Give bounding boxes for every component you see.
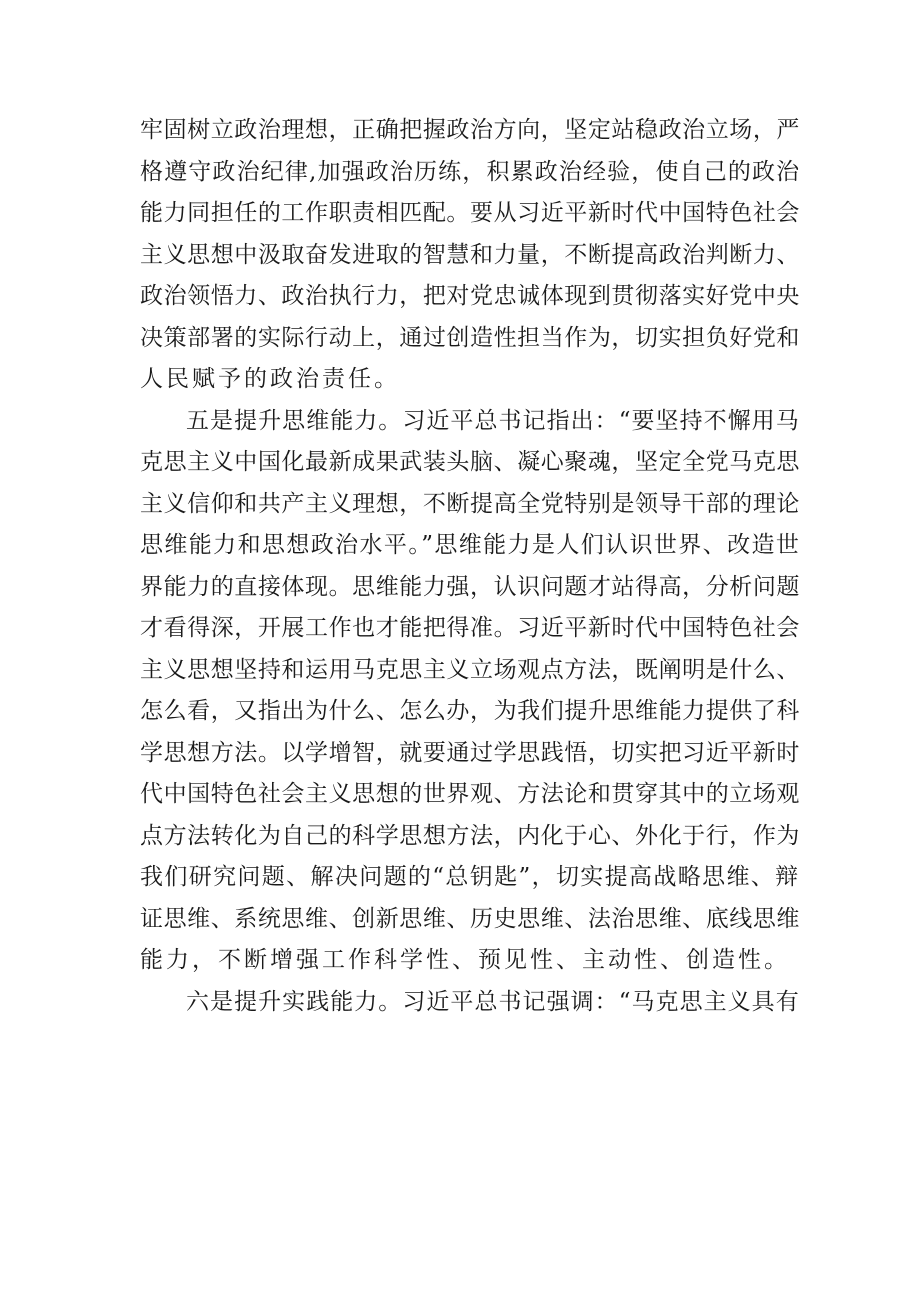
- text-line: 人民赋予的政治责任。: [140, 366, 400, 392]
- text-line: 牢固树立政治理想，正确把握政治方向，坚定站稳政治立场，严: [140, 117, 800, 143]
- text-line: 代中国特色社会主义思想的世界观、方法论和贯穿其中的立场观: [140, 781, 800, 807]
- paragraph-six: [140, 982, 800, 1024]
- text-line: 决策部署的实际行动上，通过创造性担当作为，切实担负好党和: [140, 324, 800, 351]
- text-line: 克思主义中国化最新成果武装头脑、凝心聚魂，坚定全党马克思: [140, 449, 800, 475]
- text-line: 学思想方法。以学增智，就要通过学思践悟，切实把习近平新时: [140, 739, 800, 766]
- text-line: 我们研究问题、解决问题的“总钥匙”，切实提高战略思维、辩: [140, 864, 800, 890]
- text-line: 主义思想坚持和运用马克思主义立场观点方法，既阐明是什么、: [140, 656, 800, 683]
- text-line: 格遵守政治纪律,加强政治历练，积累政治经验，使自己的政治: [140, 158, 801, 185]
- paragraph-continuation: [140, 110, 800, 401]
- text-line-first: 六是提升实践能力。习近平总书记强调：“马克思主义具有: [186, 988, 800, 1015]
- text-line: 主义信仰和共产主义理想，不断提高全党特别是领导干部的理论: [140, 490, 800, 517]
- text-line: 证思维、系统思维、创新思维、历史思维、法治思维、底线思维: [140, 905, 800, 932]
- paragraph-five: [140, 401, 800, 982]
- text-line-first: 五是提升思维能力。习近平总书记指出：“要坚持不懈用马: [186, 407, 800, 434]
- text-line: 才看得深，开展工作也才能把得准。习近平新时代中国特色社会: [140, 615, 800, 641]
- text-line: 政治领悟力、政治执行力，把对党忠诚体现到贯彻落实好党中央: [140, 283, 800, 309]
- text-line: 点方法转化为自己的科学思想方法，内化于心、外化于行，作为: [140, 822, 800, 849]
- text-line: 主义思想中汲取奋发进取的智慧和力量，不断提高政治判断力、: [140, 241, 800, 268]
- text-line: 界能力的直接体现。思维能力强，认识问题才站得高，分析问题: [140, 573, 800, 600]
- text-line: 思维能力和思想政治水平。”思维能力是人们认识世界、改造世: [140, 532, 801, 558]
- text-line: 能力，不断增强工作科学性、预见性、主动性、创造性。: [140, 947, 790, 973]
- text-line: 能力同担任的工作职责相匹配。要从习近平新时代中国特色社会: [140, 200, 800, 226]
- text-line: 怎么看，又指出为什么、怎么办，为我们提升思维能力提供了科: [140, 698, 800, 724]
- body-text: [140, 110, 800, 1023]
